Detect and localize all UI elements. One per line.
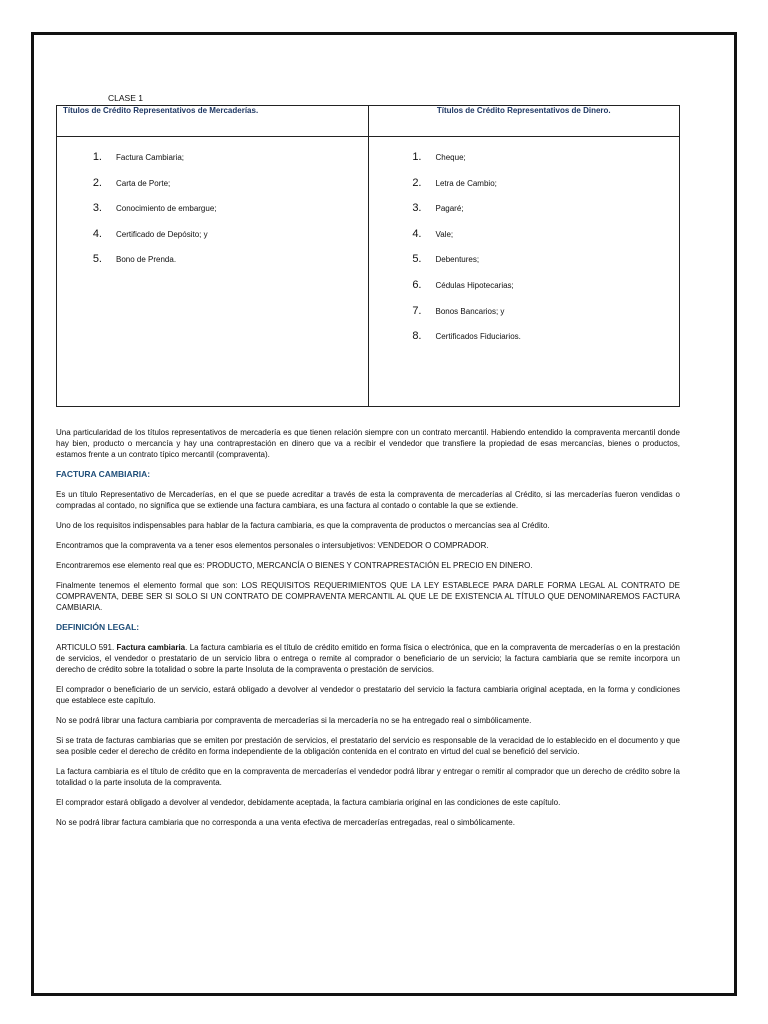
classification-table xyxy=(56,105,680,407)
list-item xyxy=(370,330,679,356)
paragraph: Encontramos que la compraventa va a tener esos elementos personales o intersubjetivos: VENDEDOR O COMPRADOR. xyxy=(56,541,489,550)
list-item-number: 8. xyxy=(412,330,422,343)
intro-paragraph: Una particularidad de los títulos representativos de mercadería es que tienen relación siempre con un contrato mercantil. Habiendo entendido la compraventa mercantil donde hay bien, producto o mercancía y hay una contraprestación en dinero que va a recibir el vendedor que transfiere la propiedad de esas mercancías, bienes o productos, estamos frente a un contrato típico mercantil (compraventa). xyxy=(56,428,680,459)
paragraph: No se podrá librar una factura cambiaria por compraventa de mercaderías si la mercadería no se ha entregado real o simbólicamente. xyxy=(56,716,532,725)
list-item-number: 4. xyxy=(412,227,422,240)
list-item-text: Letra de Cambio; xyxy=(435,178,497,188)
list-item-text: Cheque; xyxy=(435,153,466,162)
paragraph: Si se trata de facturas cambiarias que se emiten por prestación de servicios, el prestatario del servicio es responsable de la veracidad de lo establecido en el documento y que sea posible ceder el derecho de crédito en forma independiente de la obligación contenida en el contrato en virtud del cual se benefició del servicio. xyxy=(56,736,680,756)
list-item-number: 7. xyxy=(412,304,422,317)
paragraph: Encontraremos ese elemento real que es: PRODUCTO, MERCANCÍA O BIENES Y CONTRAPRESTACIÓN EL PRECIO EN DINERO. xyxy=(56,561,533,570)
section-heading-definicion: DEFINICIÓN LEGAL: xyxy=(56,622,140,632)
article-prefix: ARTICULO 591. xyxy=(56,643,117,652)
section-heading-factura: FACTURA CAMBIARIA: xyxy=(56,469,151,479)
paragraph: Es un título Representativo de Mercaderías, en el que se puede acreditar a través de esta la compraventa de mercaderías al Crédito, si las mercaderías fueron vendidas o compradas al contado, no significa que se extiende una factura cambiara, es una factura al contado o contable la que se extiende. xyxy=(56,490,680,510)
list-item-number: 6. xyxy=(412,278,422,291)
paragraph: Uno de los requisitos indispensables para hablar de la factura cambiaria, es que la compraventa de productos o mercancías sea al Crédito. xyxy=(56,521,550,530)
list-item-number: 2. xyxy=(412,176,422,189)
list-item xyxy=(370,228,679,254)
list-item-number: 3. xyxy=(92,202,102,215)
dinero-list xyxy=(370,151,679,356)
article-term: Factura cambiaria xyxy=(116,643,186,652)
mercaderias-list xyxy=(58,151,367,279)
document-content xyxy=(56,56,680,837)
list-item-text: Cédulas Hipotecarias; xyxy=(435,280,514,290)
list-item-text: Carta de Porte; xyxy=(116,178,171,188)
list-item-number: 5. xyxy=(92,253,102,266)
paragraph: No se podrá librar factura cambiaria que no corresponda a una venta efectiva de mercaderías entregadas, real o simbólicamente. xyxy=(56,818,515,827)
paragraph: El comprador estará obligado a devolver al vendedor, debidamente aceptada, la factura cambiaria original en las condiciones de este capítulo. xyxy=(56,798,561,807)
list-item-number: 5. xyxy=(412,253,422,266)
list-item-text: Certificado de Depósito; y xyxy=(116,229,208,239)
list-item-text: Factura Cambiaria; xyxy=(116,153,185,162)
list-item-number: 1. xyxy=(412,151,422,163)
list-item-text: Certificados Fiduciarios. xyxy=(435,332,521,342)
left-column-cell xyxy=(57,137,369,407)
list-item-number: 3. xyxy=(412,202,422,215)
list-item-number: 4. xyxy=(92,227,102,240)
article-body: . La factura cambiaria es el título de crédito emitido en forma física o electrónica, que en la compraventa de mercaderías o en la prestación de servicios, el vendedor o prestatario de un servicio libra o entrega o remite al comprador o beneficiario de un servicio; la factura cambiaria que se remite incorpora un derecho de crédito sobre la totalidad o sobre la parte Insoluta de la compraventa o prestación de servicios. xyxy=(56,643,680,674)
right-column-header: Títulos de Crédito Representativos de Dinero. xyxy=(368,106,680,137)
list-item-number: 2. xyxy=(92,176,102,189)
paragraph: El comprador o beneficiario de un servicio, estará obligado a devolver al vendedor o prestatario del servicio la factura cambiaria original aceptada, en la forma y condiciones que establece este capítulo. xyxy=(56,685,680,705)
list-item-text: Pagaré; xyxy=(435,204,464,214)
list-item xyxy=(370,253,679,279)
list-item xyxy=(370,202,679,228)
right-column-cell xyxy=(368,137,680,407)
list-item-text: Vale; xyxy=(435,229,454,239)
list-item xyxy=(370,177,679,203)
clase-label: CLASE 1 xyxy=(108,93,143,103)
list-item xyxy=(370,279,679,305)
list-item xyxy=(58,228,367,254)
list-item-text: Conocimiento de embargue; xyxy=(116,204,217,214)
list-item xyxy=(58,253,367,279)
list-item xyxy=(370,151,679,177)
list-item-text: Bonos Bancarios; y xyxy=(435,306,505,316)
paragraph: Finalmente tenemos el elemento formal que son: LOS REQUISITOS REQUERIMIENTOS QUE LA LEY ESTABLECE PARA DARLE FORMA LEGAL AL CONTRATO DE COMPRAVENTA, DEBE SER SI SOLO SI UN CONTRATO DE COMPRAVENTA MERCANTIL AL QUE LE DE EXISTENCIA AL TÍTULO QUE DENOMINAREMOS FACTURA CAMBIARIA. xyxy=(56,581,680,612)
list-item xyxy=(370,305,679,331)
list-item xyxy=(58,177,367,203)
list-item-number: 1. xyxy=(92,151,102,163)
left-column-header: Títulos de Crédito Representativos de Mercaderías. xyxy=(57,106,369,137)
list-item xyxy=(58,151,367,177)
list-item xyxy=(58,202,367,228)
list-item-text: Debentures; xyxy=(435,255,480,265)
article-paragraph xyxy=(56,642,680,675)
list-item-text: Bono de Prenda. xyxy=(116,255,177,265)
paragraph: La factura cambiaria es el título de crédito que en la compraventa de mercaderías el vendedor podrá librar y entregar o remitir al comprador que un derecho de crédito sobre la totalidad o la parte insoluta de la compraventa. xyxy=(56,767,680,787)
